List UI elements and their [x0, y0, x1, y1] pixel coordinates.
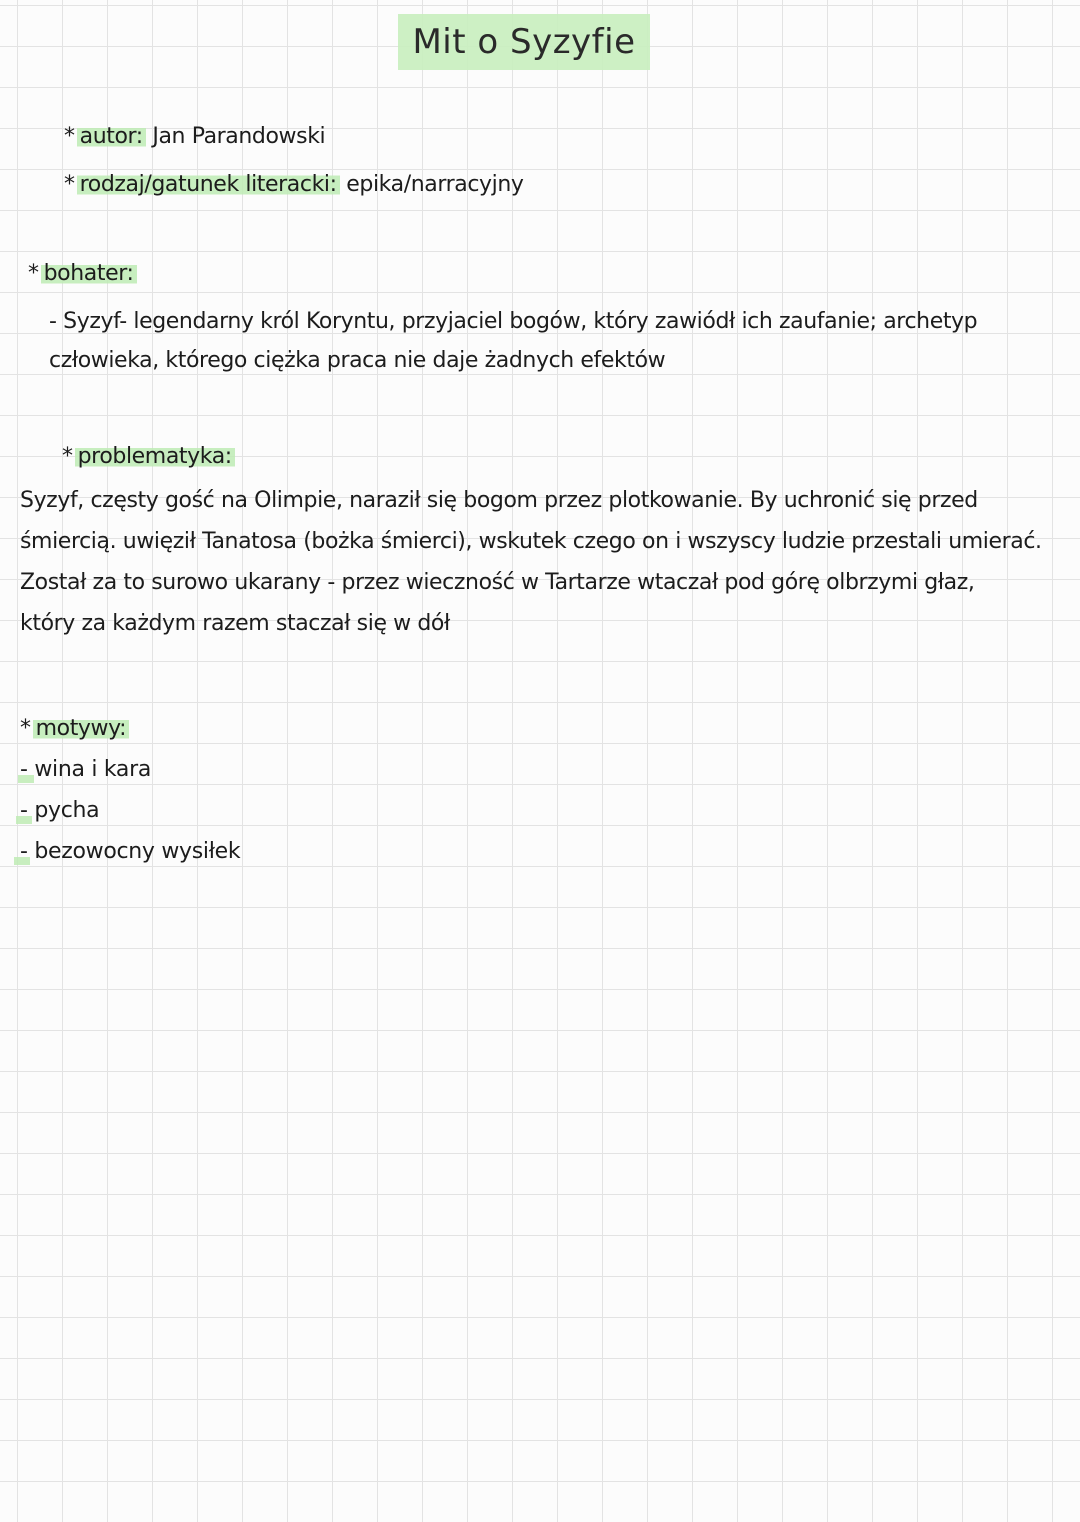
motif-item: - wina i kara: [20, 757, 152, 782]
problems-line-2: śmiercią. uwięził Tanatosa (bożka śmierci), wskutek czego on i wszyscy ludzie przestali umierać.: [20, 529, 1042, 554]
motifs-label: motywy:: [33, 716, 130, 741]
hero-line-1: - Syzyf- legendarny król Koryntu, przyjaciel bogów, który zawiódł ich zaufanie; archetyp: [49, 309, 978, 334]
author-row: [64, 122, 325, 152]
motif-item: - bezowocny wysiłek: [20, 839, 241, 864]
author-value: Jan Parandowski: [152, 124, 326, 149]
hero-line-2: człowieka, którego ciężka praca nie daje żadnych efektów: [49, 348, 666, 373]
motif-item: - pycha: [20, 798, 100, 823]
genre-value: epika/narracyjny: [346, 172, 524, 197]
bullet-star: *: [64, 172, 75, 197]
problems-line-1: Syzyf, częsty gość na Olimpie, naraził się bogom przez plotkowanie. By uchronić się przed: [20, 488, 978, 513]
bullet-star: *: [64, 124, 75, 149]
bullet-star: *: [62, 444, 73, 469]
bullet-star: *: [20, 716, 31, 741]
author-label: autor:: [77, 124, 146, 149]
problems-line-4: który za każdym razem staczał się w dół: [20, 611, 450, 636]
problems-line-3: Został za to surowo ukarany - przez wieczność w Tartarze wtaczał pod górę olbrzymi głaz,: [20, 570, 975, 595]
problems-label: problematyka:: [75, 444, 235, 469]
problems-heading: [62, 442, 235, 472]
genre-row: [64, 170, 524, 200]
genre-label: rodzaj/gatunek literacki:: [77, 172, 340, 197]
hero-label: bohater:: [41, 261, 137, 286]
page-title: Mit o Syzyfie: [398, 14, 650, 70]
bullet-star: *: [28, 261, 39, 286]
hero-heading: [28, 259, 137, 289]
motifs-heading: [20, 714, 129, 744]
